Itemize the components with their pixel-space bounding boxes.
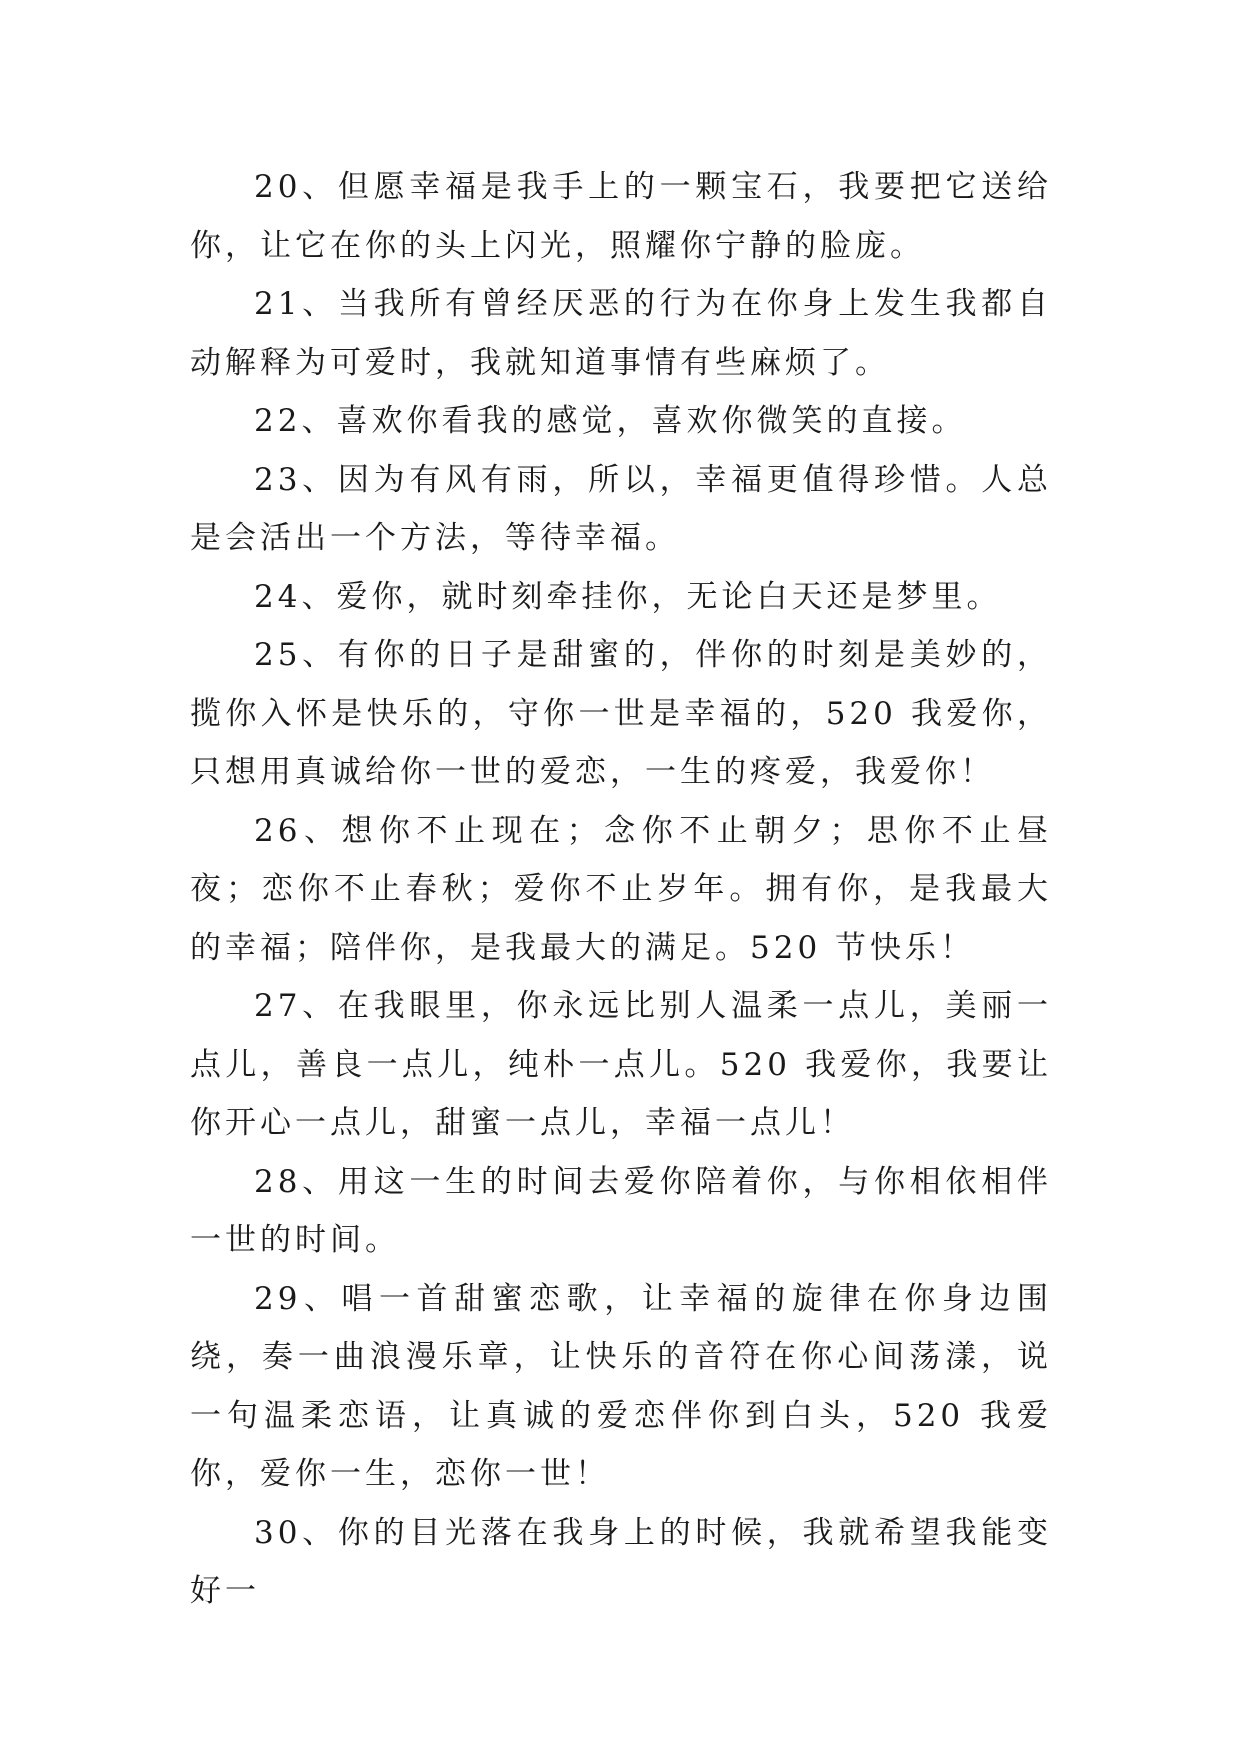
paragraph-20: 20、但愿幸福是我手上的一颗宝石，我要把它送给你，让它在你的头上闪光，照耀你宁静的脸庞。 <box>190 169 1052 264</box>
paragraph-22: 22、喜欢你看我的感觉，喜欢你微笑的直接。 <box>254 403 967 439</box>
paragraph-25: 25、有你的日子是甜蜜的，伴你的时刻是美妙的，揽你入怀是快乐的，守你一世是幸福的，520 我爱你，只想用真诚给你一世的爱恋，一生的疼爱，我爱你！ <box>190 637 1052 790</box>
paragraph-28: 28、用这一生的时间去爱你陪着你，与你相依相伴一世的时间。 <box>190 1163 1052 1258</box>
paragraph-23: 23、因为有风有雨，所以，幸福更值得珍惜。人总是会活出一个方法，等待幸福。 <box>190 461 1052 556</box>
paragraph-24: 24、爱你，就时刻牵挂你，无论白天还是梦里。 <box>254 578 1002 615</box>
paragraph-30: 30、你的目光落在我身上的时候，我就希望我能变好一 <box>190 1514 1052 1609</box>
document-body <box>190 158 1052 1621</box>
paragraph-27: 27、在我眼里，你永远比别人温柔一点儿，美丽一点儿，善良一点儿，纯朴一点儿。520 我爱你，我要让你开心一点儿，甜蜜一点儿，幸福一点儿！ <box>190 988 1052 1141</box>
paragraph-21: 21、当我所有曾经厌恶的行为在你身上发生我都自动解释为可爱时，我就知道事情有些麻烦了。 <box>190 286 1052 381</box>
paragraph-29: 29、唱一首甜蜜恋歌，让幸福的旋律在你身边围绕，奏一曲浪漫乐章，让快乐的音符在你心间荡漾，说一句温柔恋语，让真诚的爱恋伴你到白头，520 我爱你，爱你一生，恋你一世！ <box>190 1280 1052 1492</box>
paragraph-26: 26、想你不止现在；念你不止朝夕；思你不止昼夜；恋你不止春秋；爱你不止岁年。拥有你，是我最大的幸福；陪伴你，是我最大的满足。520 节快乐！ <box>190 812 1052 966</box>
